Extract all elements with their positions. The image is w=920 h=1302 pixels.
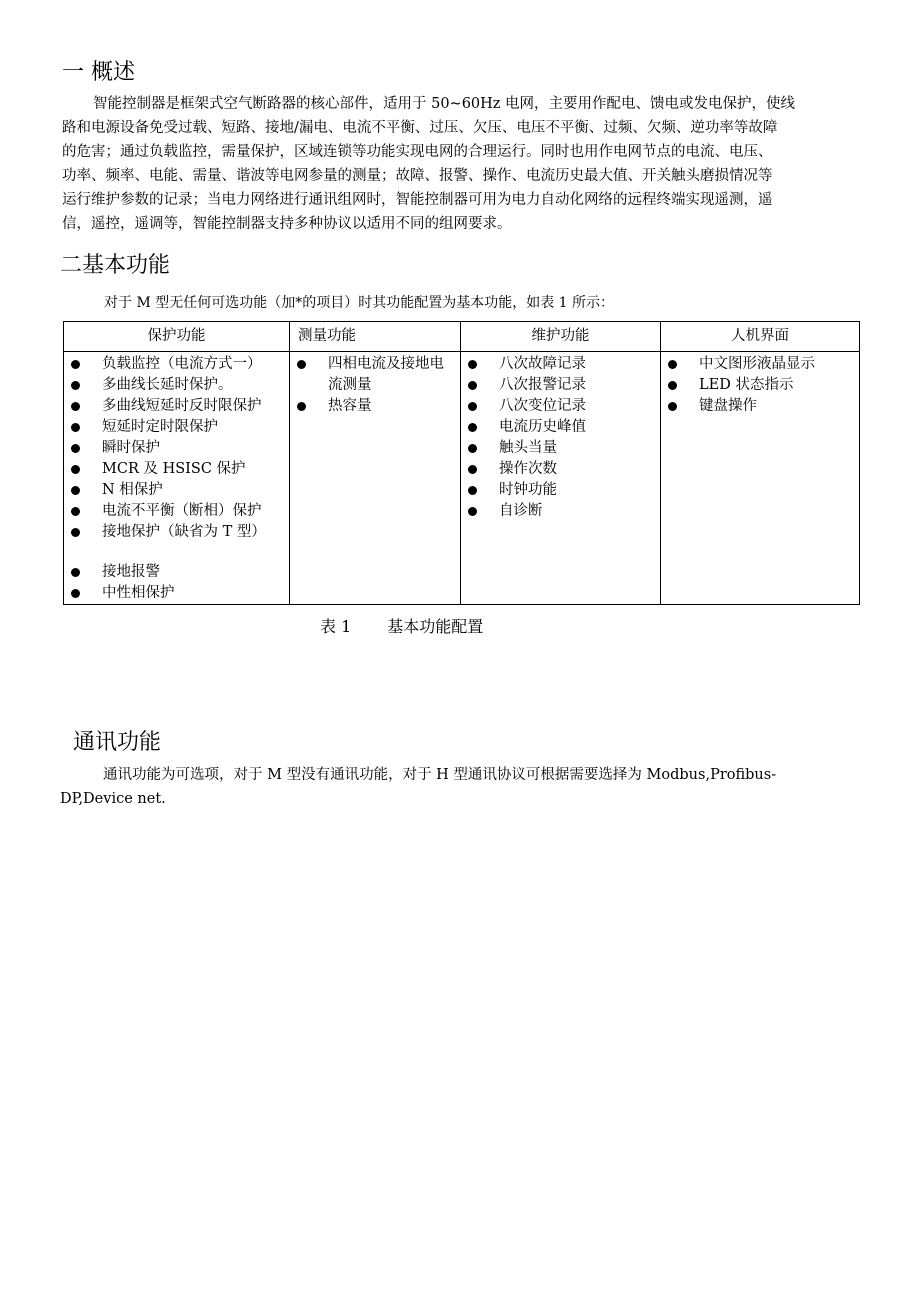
hmi-cell (661, 352, 860, 605)
section-title-overview: 一 概述 (62, 60, 135, 85)
overview-line: 信，遥控，遥调等，智能控制器支持多种协议以适用不同的组网要求。 (62, 216, 512, 232)
comm-line: 通讯功能为可选项，对于 M 型没有通讯功能，对于 H 型通讯协议可根据需要选择为 Modbus,Profibus- (103, 767, 777, 783)
list-item: MCR 及 HSISC 保护 (64, 459, 289, 480)
list-item: 接地保护（缺省为 T 型） (64, 522, 289, 543)
comm-line: DP,Device net. (60, 791, 166, 807)
overview-paragraph (62, 92, 858, 236)
list-item: LED 状态指示 (661, 375, 859, 396)
header-protection: 保护功能 (64, 322, 290, 352)
overview-line: 智能控制器是框架式空气断路器的核心部件，适用于 50~60Hz 电网，主要用作配电、馈电或发电保护，使线 (93, 96, 796, 112)
header-hmi: 人机界面 (661, 322, 860, 352)
overview-line: 路和电源设备免受过载、短路、接地/漏电、电流不平衡、过压、欠压、电压不平衡、过频、欠频、逆功率等故障 (62, 120, 778, 136)
basic-function-table (63, 321, 860, 605)
list-item: 八次变位记录 (461, 396, 660, 417)
overview-line: 运行维护参数的记录；当电力网络进行通讯组网时，智能控制器可用为电力自动化网络的远程终端实现遥测，遥 (62, 192, 773, 208)
header-measurement: 测量功能 (290, 322, 461, 352)
table-caption (320, 614, 483, 637)
list-item: 八次报警记录 (461, 375, 660, 396)
list-item: 操作次数 (461, 459, 660, 480)
list-item: 热容量 (290, 396, 460, 417)
list-item: 中性相保护 (64, 583, 289, 604)
list-item: 时钟功能 (461, 480, 660, 501)
list-item: 触头当量 (461, 438, 660, 459)
list-item: 负载监控（电流方式一） (64, 354, 289, 375)
maintenance-cell (461, 352, 661, 605)
list-item: 电流历史峰值 (461, 417, 660, 438)
overview-line: 功率、频率、电能、需量、谐波等电网参量的测量；故障、报警、操作、电流历史最大值、开关触头磨损情况等 (62, 168, 773, 184)
table-header-row (64, 322, 860, 352)
basic-intro: 对于 M 型无任何可选功能（加*的项目）时其功能配置为基本功能，如表 1 所示： (104, 295, 615, 311)
measurement-cell (290, 352, 461, 605)
list-item: 四相电流及接地电流测量 (290, 354, 460, 396)
list-item: 接地报警 (64, 562, 289, 583)
section-title-basic: 二基本功能 (60, 253, 171, 278)
protection-list (64, 354, 289, 604)
list-item: 八次故障记录 (461, 354, 660, 375)
caption-title: 基本功能配置 (387, 617, 484, 636)
comm-paragraph (60, 763, 860, 811)
list-item: 短延时定时限保护 (64, 417, 289, 438)
list-item: 多曲线短延时反时限保护 (64, 396, 289, 417)
protection-cell (64, 352, 290, 605)
list-item: 自诊断 (461, 501, 660, 522)
list-item: 键盘操作 (661, 396, 859, 417)
list-item: N 相保护 (64, 480, 289, 501)
list-item: 多曲线长延时保护。 (64, 375, 289, 396)
list-item: 中文图形液晶显示 (661, 354, 859, 375)
caption-label: 表 1 (320, 617, 352, 636)
measurement-list (290, 354, 460, 417)
section-title-comm: 通讯功能 (73, 730, 162, 755)
header-maintenance: 维护功能 (461, 322, 661, 352)
list-item: 瞬时保护 (64, 438, 289, 459)
hmi-list (661, 354, 859, 417)
list-item: 电流不平衡（断相）保护 (64, 501, 289, 522)
overview-line: 的危害；通过负载监控，需量保护，区域连锁等功能实现电网的合理运行。同时也用作电网节点的电流、电压、 (62, 144, 773, 160)
table-body-row (64, 352, 860, 605)
maintenance-list (461, 354, 660, 522)
